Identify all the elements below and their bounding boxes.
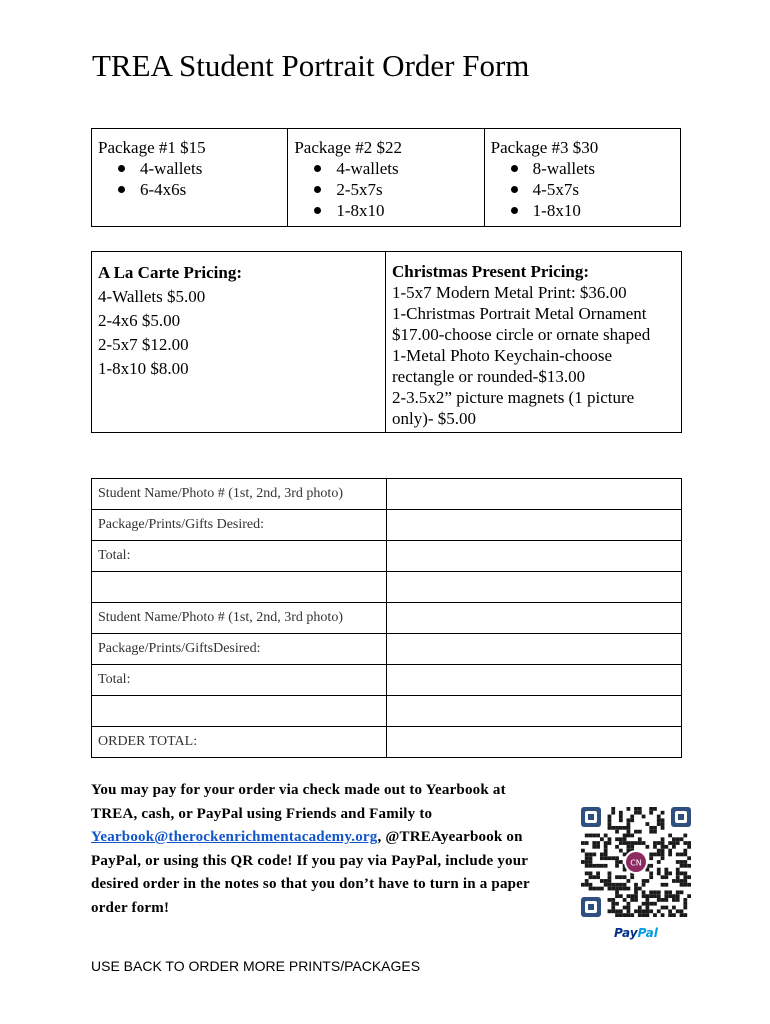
total-field-2[interactable] bbox=[387, 665, 682, 696]
table-row bbox=[92, 727, 682, 758]
order-label bbox=[92, 696, 387, 727]
packages-table bbox=[91, 128, 681, 227]
table-row bbox=[92, 541, 682, 572]
list-item: 1-Christmas Portrait Metal Ornament bbox=[392, 304, 647, 323]
order-label: Total: bbox=[92, 541, 387, 572]
list-item: 4-5x7s bbox=[533, 179, 674, 200]
table-row bbox=[92, 479, 682, 510]
blank-field-2[interactable] bbox=[387, 696, 682, 727]
table-row bbox=[92, 572, 682, 603]
student-name-field-1[interactable] bbox=[387, 479, 682, 510]
order-label: Package/Prints/Gifts Desired: bbox=[92, 510, 387, 541]
package-3-name: Package #3 $30 bbox=[490, 138, 599, 157]
table-row bbox=[92, 665, 682, 696]
package-3-cell bbox=[484, 129, 680, 227]
total-field-1[interactable] bbox=[387, 541, 682, 572]
list-item: only)- $5.00 bbox=[392, 409, 477, 428]
package-desired-field-2[interactable] bbox=[387, 634, 682, 665]
payment-text-1: You may pay for your order via check made out to Yearbook at TREA, cash, or PayPal using Friends and Family to bbox=[91, 782, 506, 822]
package-2-items bbox=[294, 158, 477, 221]
list-item: 1-8x10 bbox=[336, 200, 477, 221]
table-row bbox=[92, 603, 682, 634]
list-item: 1-Metal Photo Keychain-choose bbox=[392, 346, 612, 365]
a-la-carte-cell bbox=[92, 252, 386, 433]
pricing-table bbox=[91, 251, 682, 433]
package-desired-field-1[interactable] bbox=[387, 510, 682, 541]
order-total-field[interactable] bbox=[387, 727, 682, 758]
email-link[interactable]: Yearbook@therockenrichmentacademy.org bbox=[91, 829, 378, 845]
list-item: 2-5x7 $12.00 bbox=[98, 335, 189, 354]
table-row bbox=[92, 634, 682, 665]
list-item: 2-3.5x2” picture magnets (1 picture bbox=[392, 388, 635, 407]
payment-text-2: , @TREAyearbook on PayPal, or using this QR code! If you pay via PayPal, include your desired order in the notes so that you don’t have to turn in a paper order form! bbox=[91, 829, 530, 916]
order-total-label: ORDER TOTAL: bbox=[92, 727, 387, 758]
list-item: $17.00-choose circle or ornate shaped bbox=[392, 325, 651, 344]
list-item: 8-wallets bbox=[533, 158, 674, 179]
list-item: 4-Wallets $5.00 bbox=[98, 287, 206, 306]
order-label: Total: bbox=[92, 665, 387, 696]
a-la-carte-heading: A La Carte Pricing: bbox=[98, 263, 242, 282]
list-item: rectangle or rounded-$13.00 bbox=[392, 367, 586, 386]
table-row bbox=[92, 696, 682, 727]
list-item: 4-wallets bbox=[336, 158, 477, 179]
list-item: 2-5x7s bbox=[336, 179, 477, 200]
paypal-logo-part-2: Pal bbox=[637, 926, 658, 940]
package-1-name: Package #1 $15 bbox=[98, 138, 206, 157]
list-item: 4-wallets bbox=[140, 158, 281, 179]
table-row bbox=[92, 510, 682, 541]
christmas-cell bbox=[386, 252, 682, 433]
package-1-items bbox=[98, 158, 281, 200]
paypal-logo bbox=[614, 926, 658, 940]
package-3-items bbox=[491, 158, 674, 221]
student-name-field-2[interactable] bbox=[387, 603, 682, 634]
list-item: 1-8x10 bbox=[533, 200, 674, 221]
list-item: 1-5x7 Modern Metal Print: $36.00 bbox=[392, 283, 627, 302]
order-label: Package/Prints/GiftsDesired: bbox=[92, 634, 387, 665]
blank-field-1[interactable] bbox=[387, 572, 682, 603]
footer-note: USE BACK TO ORDER MORE PRINTS/PACKAGES bbox=[91, 958, 421, 974]
package-2-name: Package #2 $22 bbox=[294, 138, 402, 157]
page-title: TREA Student Portrait Order Form bbox=[92, 48, 530, 83]
list-item: 2-4x6 $5.00 bbox=[98, 311, 181, 330]
order-label: Student Name/Photo # (1st, 2nd, 3rd photo) bbox=[92, 479, 387, 510]
christmas-heading: Christmas Present Pricing: bbox=[392, 262, 590, 281]
paypal-logo-part-1: Pay bbox=[614, 926, 638, 940]
list-item: 6-4x6s bbox=[140, 179, 281, 200]
qr-code-icon[interactable] bbox=[579, 805, 693, 919]
qr-center-initials: CN bbox=[630, 858, 642, 868]
package-1-cell bbox=[92, 129, 288, 227]
order-label bbox=[92, 572, 387, 603]
order-label: Student Name/Photo # (1st, 2nd, 3rd photo) bbox=[92, 603, 387, 634]
order-form-table bbox=[91, 478, 682, 758]
package-2-cell bbox=[288, 129, 484, 227]
payment-instructions bbox=[91, 779, 551, 920]
list-item: 1-8x10 $8.00 bbox=[98, 359, 189, 378]
